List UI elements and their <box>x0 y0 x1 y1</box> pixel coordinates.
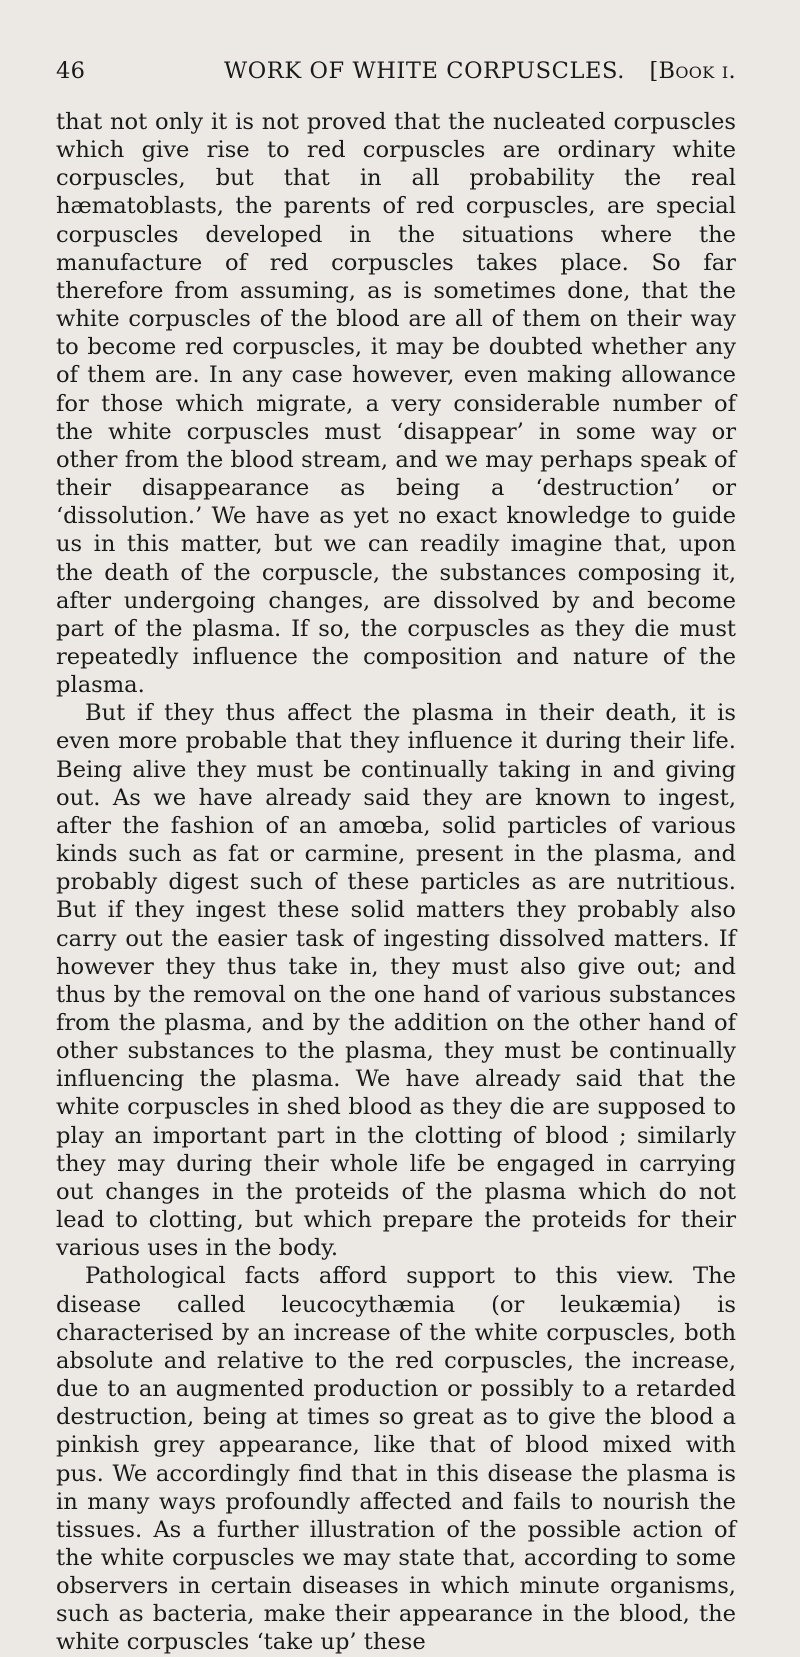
body-text <box>56 108 736 1657</box>
running-title: WORK OF WHITE CORPUSCLES. <box>224 58 625 84</box>
paragraph-continued: that not only it is not proved that the nucleated corpuscles which give rise to red corpuscles are ordinary white corpuscles, but that in all probability the real hæmatoblasts, the parents of red corpuscles, are special corpuscles developed in the situations where the manufacture of red corpuscles takes place. So far therefore from assuming, as is sometimes done, that the white corpuscles of the blood are all of them on their way to become red corpuscles, it may be doubted whether any of them are. In any case however, even making allowance for those which migrate, a very considerable number of the white corpuscles must ‘disappear’ in some way or other from the blood stream, and we may perhaps speak of their disappearance as being a ‘destruction’ or ‘dissolution.’ We have as yet no exact knowledge to guide us in this matter, but we can readily imagine that, upon the death of the corpuscle, the substances composing it, after undergoing changes, are dissolved by and become part of the plasma. If so, the corpuscles as they die must repeatedly influence the composition and nature of the plasma. <box>56 109 736 699</box>
paragraph: Pathological facts afford support to this view. The disease called leucocythæmia (or leukæmia) is characterised by an increase of the white corpuscles, both absolute and relative to the red corpuscles, the increase, due to an augmented production or possibly to a retarded destruction, being at times so great as to give the blood a pinkish grey appearance, like that of blood mixed with pus. We accordingly find that in this disease the plasma is in many ways profoundly affected and fails to nourish the tissues. As a further illustration of the possible action of the white corpuscles we may state that, according to some observers in certain diseases in which minute organisms, such as bacteria, make their appearance in the blood, the white corpuscles ‘take up’ these <box>56 1263 736 1656</box>
paragraph: But if they thus affect the plasma in their death, it is even more probable that they influence it during their life. Being alive they must be continually taking in and giving out. As we have already said they are known to ingest, after the fashion of an amœba, solid particles of various kinds such as fat or carmine, present in the plasma, and probably digest such of these particles as are nutritious. But if they ingest these solid matters they probably also carry out the easier task of ingesting dissolved matters. If however they thus take in, they must also give out; and thus by the removal on the one hand of various substances from the plasma, and by the addition on the other hand of other substances to the plasma, they must be continually influencing the plasma. We have already said that the white corpuscles in shed blood as they die are supposed to play an important part in the clotting of blood ; similarly they may during their whole life be engaged in carrying out changes in the proteids of the plasma which do not lead to clotting, but which prepare the proteids for their various uses in the body. <box>56 700 736 1262</box>
page-number: 46 <box>56 58 86 84</box>
running-header <box>56 58 736 94</box>
book-reference: [Book i. <box>649 58 736 84</box>
